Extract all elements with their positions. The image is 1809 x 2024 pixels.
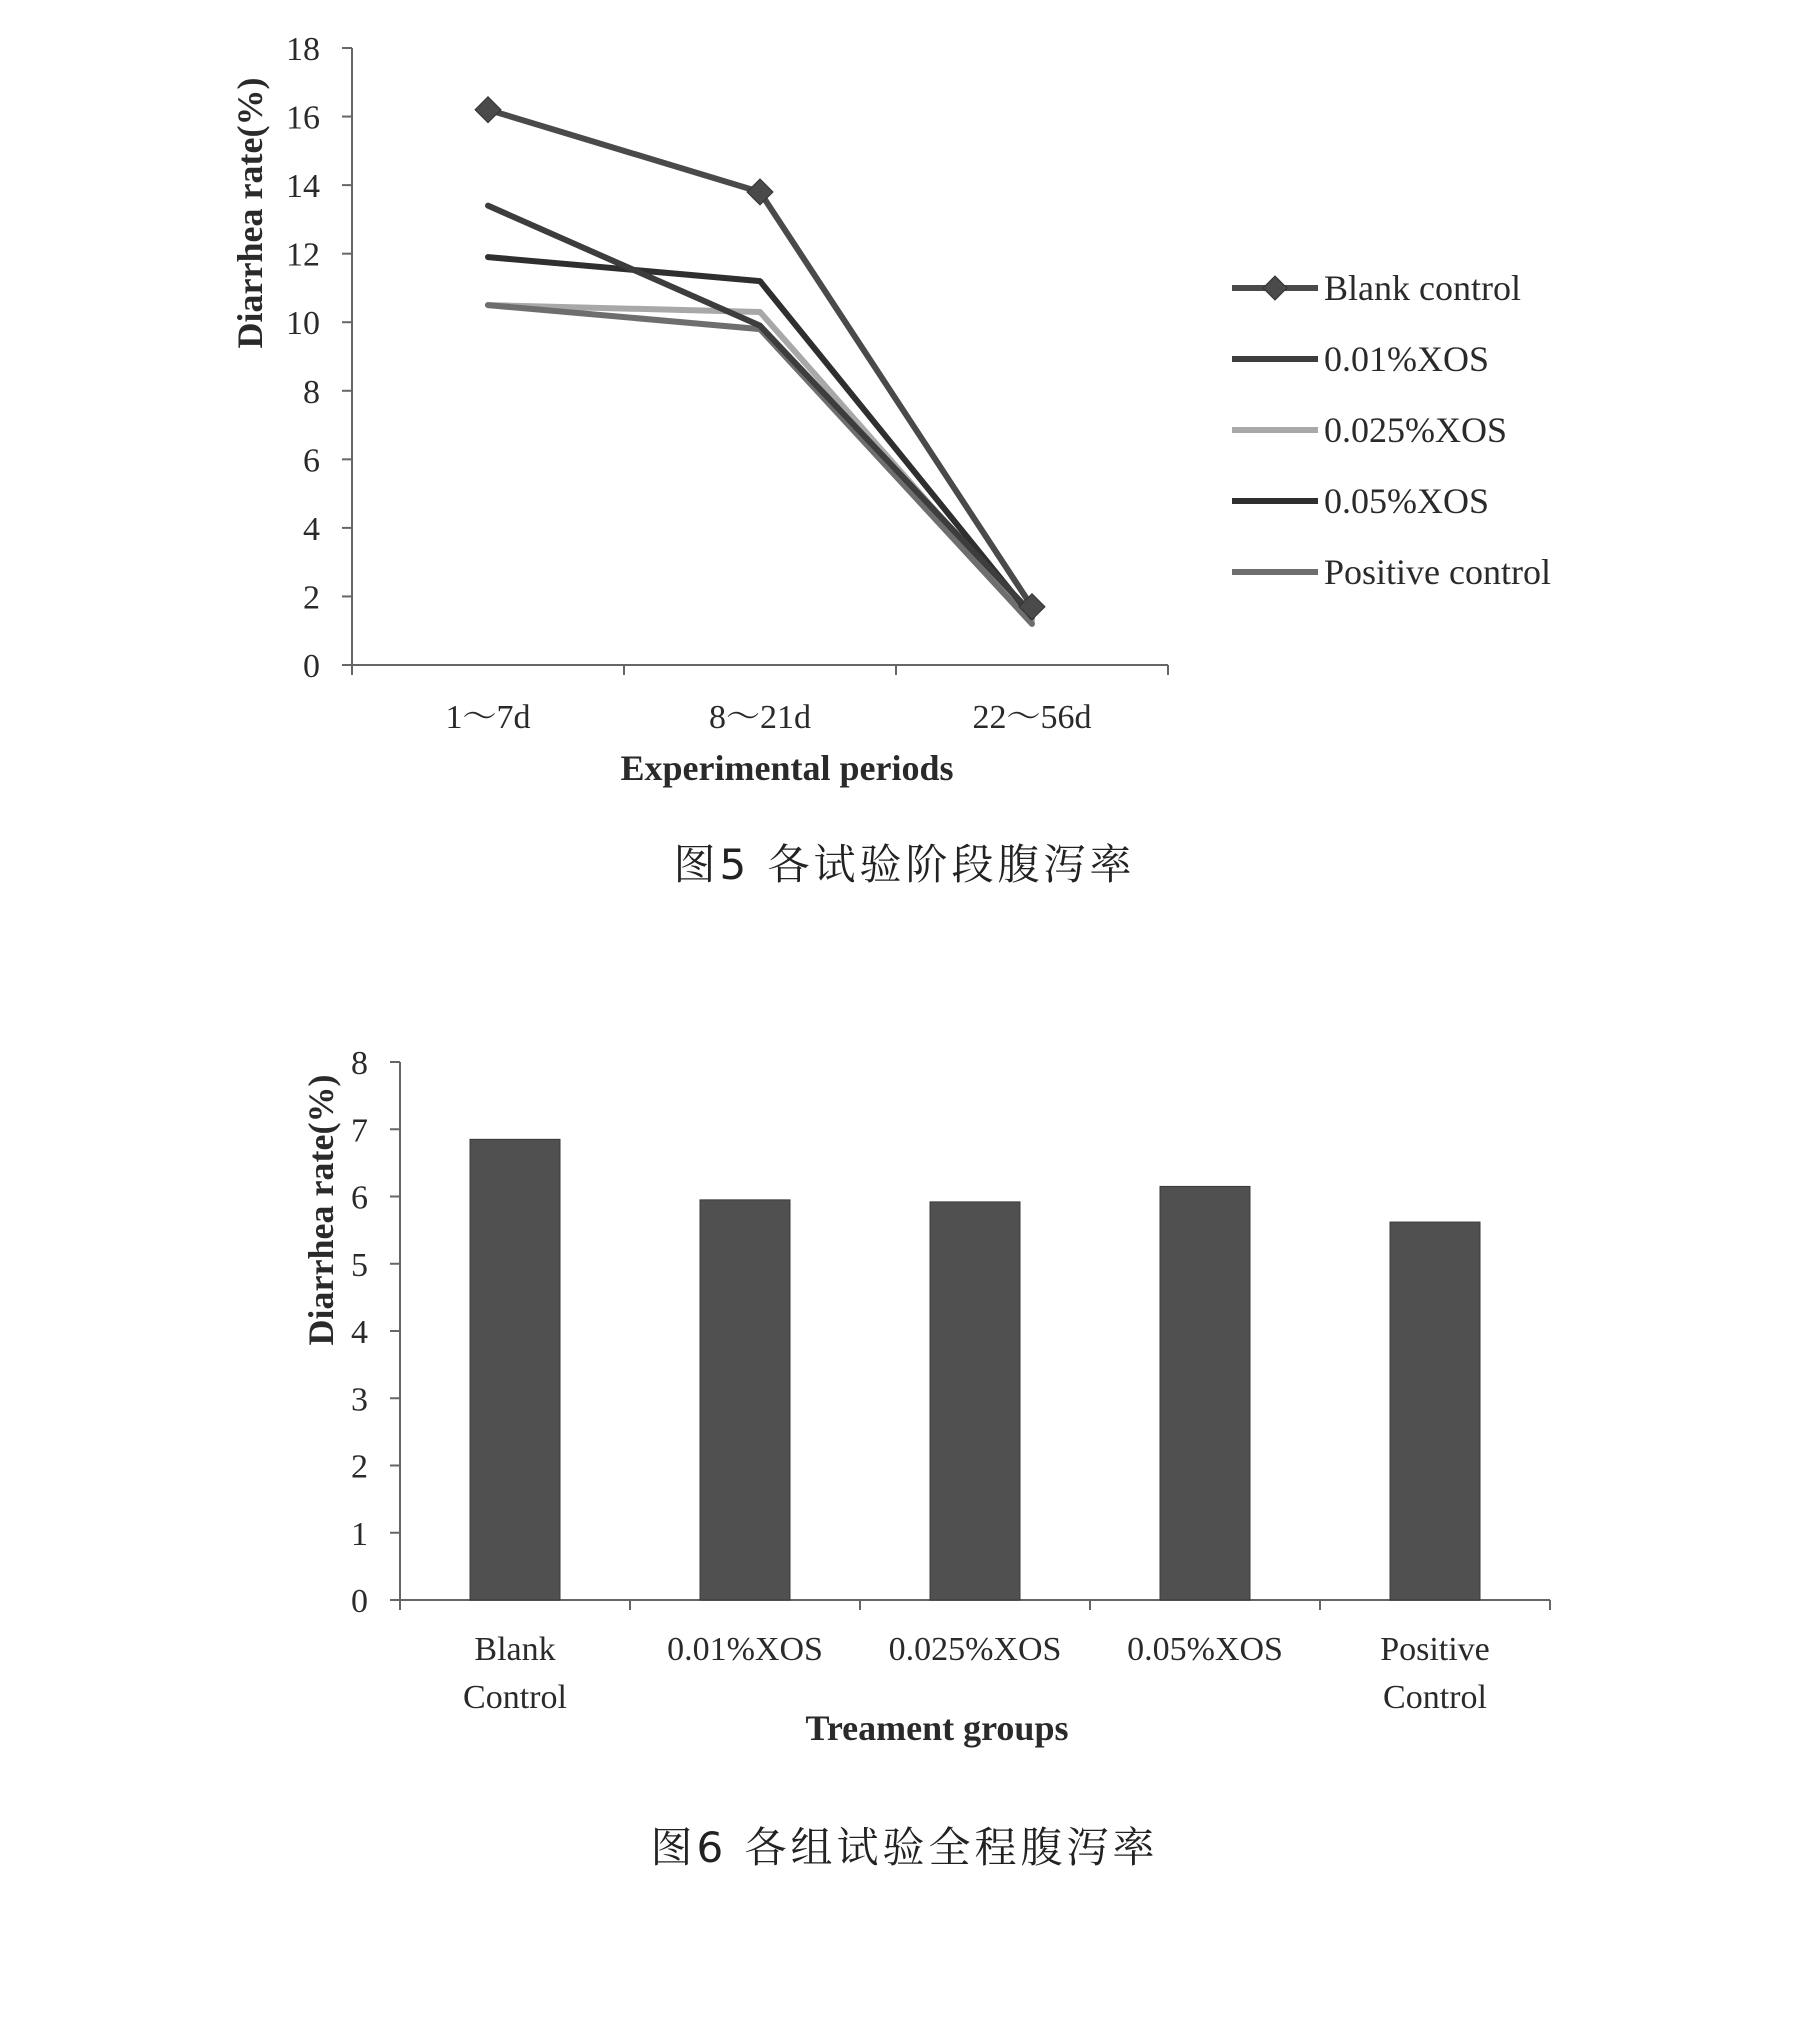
line-chart-x-tick-label: 1～7d bbox=[445, 699, 531, 736]
line-chart-y-tick-label: 0 bbox=[303, 648, 320, 685]
bar-chart-y-tick-label: 8 bbox=[351, 1045, 368, 1082]
line-series-4 bbox=[488, 305, 1032, 624]
line-chart-y-tick-label: 4 bbox=[303, 510, 320, 548]
bar-1 bbox=[700, 1200, 790, 1600]
bar-chart-bars bbox=[470, 1139, 1480, 1600]
bar-chart-x-ticks bbox=[400, 1600, 1550, 1716]
line-point-marker bbox=[475, 97, 501, 123]
bar-0 bbox=[470, 1139, 560, 1600]
bar-chart-x-tick-label: 0.025%XOS bbox=[888, 1631, 1062, 1668]
bar-chart-y-tick-label: 1 bbox=[351, 1515, 368, 1553]
line-chart-x-axis-label: Experimental periods bbox=[620, 748, 954, 788]
line-chart-y-axis-label: Diarrhea rate(%) bbox=[230, 77, 270, 349]
bar-chart-x-tick-label: Blank bbox=[474, 1631, 556, 1668]
line-chart-x-tick-label: 8～21d bbox=[709, 699, 811, 736]
bar-4 bbox=[1390, 1222, 1480, 1600]
line-chart-y-tick-label: 16 bbox=[286, 99, 320, 137]
bar-chart-y-tick-label: 0 bbox=[351, 1583, 368, 1620]
line-chart-y-tick-label: 10 bbox=[286, 305, 320, 343]
legend-label-2: 0.025%XOS bbox=[1324, 410, 1508, 450]
line-chart-y-tick-label: 2 bbox=[303, 579, 320, 617]
bar-chart-y-tick-label: 3 bbox=[351, 1381, 368, 1419]
bar-chart-y-tick-label: 2 bbox=[351, 1448, 368, 1486]
bar-chart-x-tick-label: 0.01%XOS bbox=[667, 1631, 823, 1668]
bar-chart-x-tick-label: Control bbox=[463, 1679, 567, 1716]
bar-3 bbox=[1160, 1186, 1250, 1600]
line-chart-axes bbox=[352, 48, 1168, 665]
legend-label-1: 0.01%XOS bbox=[1324, 339, 1490, 379]
line-chart bbox=[230, 31, 1551, 788]
line-chart-y-tick-label: 18 bbox=[286, 31, 320, 68]
bar-chart-y-tick-label: 4 bbox=[351, 1314, 368, 1351]
bar-2 bbox=[930, 1202, 1020, 1600]
bar-chart-y-ticks bbox=[351, 1045, 400, 1620]
legend-label-0: Blank control bbox=[1324, 268, 1521, 308]
line-chart-y-ticks bbox=[286, 31, 352, 685]
bar-chart-y-tick-label: 5 bbox=[351, 1246, 368, 1284]
legend-label-4: Positive control bbox=[1324, 552, 1551, 592]
bar-chart-y-tick-label: 7 bbox=[351, 1112, 368, 1150]
figure-5-caption: 图5 各试验阶段腹泻率 bbox=[673, 840, 1136, 889]
bar-chart bbox=[301, 1045, 1550, 1748]
line-chart-legend bbox=[1232, 268, 1551, 592]
bar-chart-x-axis-label: Treament groups bbox=[805, 1708, 1069, 1748]
bar-chart-x-tick-label: 0.05%XOS bbox=[1127, 1631, 1283, 1668]
bar-chart-y-axis-label: Diarrhea rate(%) bbox=[301, 1074, 341, 1346]
line-chart-x-ticks bbox=[352, 665, 1168, 736]
line-chart-y-tick-label: 8 bbox=[303, 373, 320, 411]
bar-chart-x-tick-label: Positive bbox=[1380, 1631, 1490, 1668]
legend-label-3: 0.05%XOS bbox=[1324, 481, 1490, 521]
line-chart-y-tick-label: 12 bbox=[286, 236, 320, 274]
bar-chart-y-tick-label: 6 bbox=[351, 1179, 368, 1217]
figure-6-caption: 图6 各组试验全程腹泻率 bbox=[650, 1823, 1159, 1872]
line-chart-x-tick-label: 22～56d bbox=[972, 699, 1092, 736]
line-chart-y-tick-label: 6 bbox=[303, 442, 320, 480]
line-series-2 bbox=[488, 305, 1032, 620]
bar-chart-x-tick-label: Control bbox=[1383, 1679, 1487, 1716]
legend-marker bbox=[1263, 276, 1287, 300]
line-chart-y-tick-label: 14 bbox=[286, 168, 320, 206]
line-chart-series bbox=[475, 97, 1045, 624]
